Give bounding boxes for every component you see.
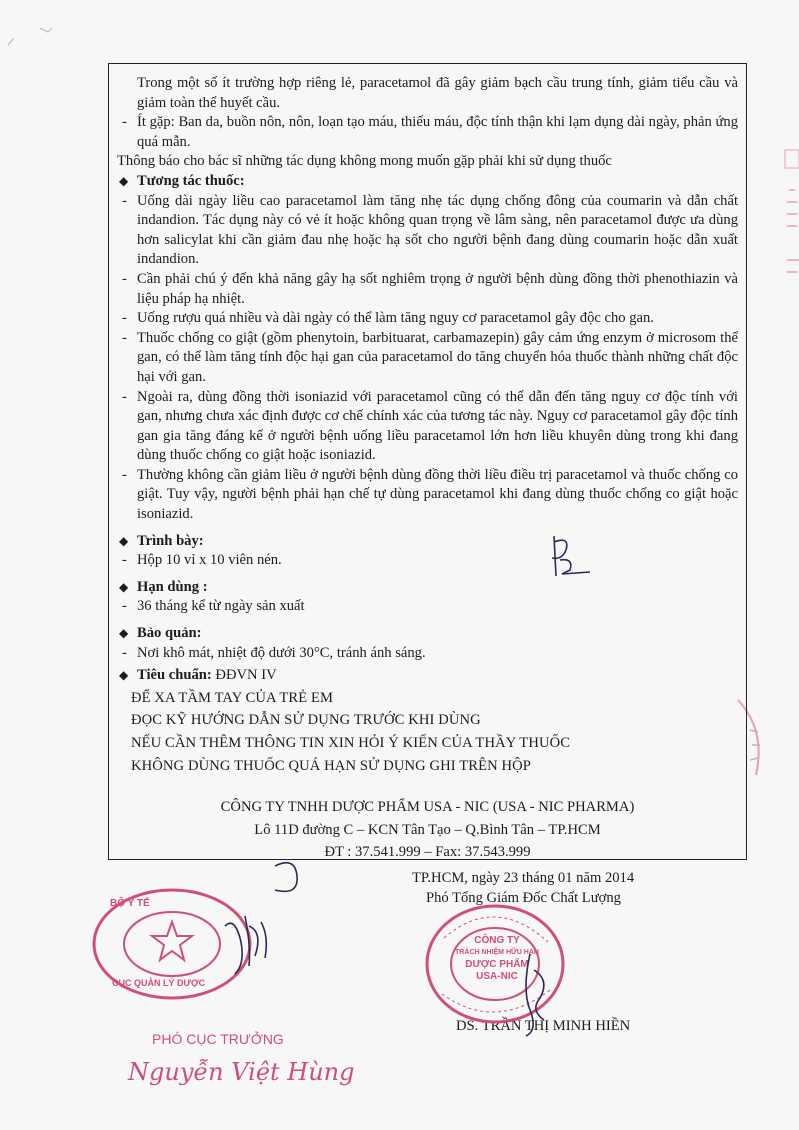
warning-line: ĐỂ XA TẦM TAY CỦA TRẺ EM <box>131 689 334 706</box>
shelf-life-text: 36 tháng kể từ ngày sản xuất <box>137 598 305 615</box>
storage-heading-text: Bảo quản: <box>137 625 202 642</box>
official-title: PHÓ CỤC TRƯỞNG <box>152 1031 284 1047</box>
warning-line: KHÔNG DÙNG THUỐC QUÁ HẠN SỬ DỤNG GHI TRÊN HỘP <box>131 757 531 774</box>
presentation-item: - Hộp 10 vỉ x 10 viên nén. <box>122 552 282 569</box>
standard-line <box>117 666 738 686</box>
storage-text: Nơi khô mát, nhiệt độ dưới 30°C, tránh ánh sáng. <box>137 644 426 661</box>
standard-heading-text: Tiêu chuẩn: <box>137 667 212 684</box>
storage-heading <box>117 624 738 644</box>
storage-item: - Nơi khô mát, nhiệt độ dưới 30°C, tránh ánh sáng. <box>122 644 426 661</box>
interactions-heading <box>117 172 738 192</box>
initial-mark <box>540 532 600 582</box>
interaction-text: Thuốc chống co giật (gồm phenytoin, barbituarat, carbamazepin) gây cảm ứng enzym ở microsom thể gan, có thể làm tăng tính độc hại gan của paracetamol do tăng chuyển hóa thuốc thành những chất độc hại với gan. <box>137 329 738 385</box>
signer-position: Phó Tổng Giám Đốc Chất Lượng <box>426 890 621 906</box>
diamond-bullet-icon: ◆ <box>119 579 129 594</box>
diamond-bullet-icon: ◆ <box>119 533 129 548</box>
signer-name: DS. TRẦN THỊ MINH HIỀN <box>456 1018 631 1034</box>
shelf-life-item: - 36 tháng kể từ ngày sản xuất <box>122 598 305 615</box>
official-name: Nguyễn Việt Hùng <box>128 1058 355 1086</box>
date-line: TP.HCM, ngày 23 tháng 01 năm 2014 <box>412 870 635 886</box>
standard-value: ĐĐVN IV <box>215 667 277 684</box>
presentation-text: Hộp 10 vỉ x 10 viên nén. <box>137 552 282 569</box>
company-stamp-line: TRÁCH NHIỆM HỮU HẠN <box>455 949 539 956</box>
warning-line: ĐỌC KỸ HƯỚNG DẪN SỬ DỤNG TRƯỚC KHI DÙNG <box>131 712 481 729</box>
interaction-text: Thường không cần giảm liều ở người bệnh dùng đồng thời liều điều trị paracetamol và thuốc chống co giật. Tuy vậy, người bệnh phải hạn chế tự dùng paracetamol khi đang dùng thuốc chống co giật hoặc isoniazid. <box>137 466 738 523</box>
company-phone: ĐT : 37.541.999 – Fax: 37.543.999 <box>324 844 531 861</box>
shelf-life-heading <box>117 578 738 598</box>
company-stamp-line: USA-NIC <box>476 971 518 982</box>
company-stamp-line: DƯỢC PHẨM <box>465 959 529 970</box>
interaction-item: - Ngoài ra, dùng đồng thời isoniazid với paracetamol cũng có thể dẫn đến tăng nguy cơ độc tính với gan, nhưng chưa xác định được cơ chế chính xác của tương tác này. Nguy cơ paracetamol gây độc tính gan gia tăng đáng kể ở người bệnh uống liều paracetamol lớn hơn liều khuyên dùng trong khi đang dùng thuốc chống co giật hoặc isoniazid. <box>122 388 738 464</box>
intro-paragraph: Trong một số ít trường hợp riêng lẻ, paracetamol đã gây giảm bạch cầu trung tính, giảm tiểu cầu và giảm toàn thể huyết cầu. <box>137 75 738 111</box>
interaction-item: - Cần phải chú ý đến khả năng gây hạ sốt nghiêm trọng ở người bệnh dùng đồng thời phenothiazin và liệu pháp hạ nhiệt. <box>122 270 738 307</box>
ministry-stamp-top-text: BỘ Y TẾ <box>110 898 150 909</box>
presentation-heading <box>117 532 738 552</box>
interaction-text: Cần phải chú ý đến khả năng gây hạ sốt nghiêm trọng ở người bệnh dùng đồng thời phenothiazin và liệu pháp hạ nhiệt. <box>137 270 738 307</box>
interaction-item: - Uống rượu quá nhiều và dài ngày có thể làm tăng nguy cơ paracetamol gây độc cho gan. <box>122 310 654 327</box>
company-name: CÔNG TY TNHH DƯỢC PHẨM USA - NIC (USA - NIC PHARMA) <box>220 799 635 816</box>
margin-stamp-fragments <box>769 140 799 304</box>
interaction-text: Uống dài ngày liều cao paracetamol làm tăng nhẹ tác dụng chống đông của coumarin và dẫn chất indandion. Tác dụng này có vẻ ít hoặc không quan trọng về lâm sàng, nên paracetamol được ưa dùng hơn salicylat khi cần giảm đau nhẹ hoặc hạ sốt cho người bệnh đang dùng coumarin hoặc dẫn xuất indandion. <box>137 192 738 268</box>
company-address: Lô 11D đường C – KCN Tân Tạo – Q.Bình Tân – TP.HCM <box>254 821 601 838</box>
interaction-text: Uống rượu quá nhiều và dài ngày có thể làm tăng nguy cơ paracetamol gây độc cho gan. <box>137 310 654 327</box>
diamond-bullet-icon: ◆ <box>119 668 129 683</box>
leaflet-content <box>117 74 738 863</box>
interaction-item: - Thường không cần giảm liều ở người bệnh dùng đồng thời liều điều trị paracetamol và thuốc chống co giật. Tuy vậy, người bệnh phải hạn chế tự dùng paracetamol khi đang dùng thuốc chống co giật hoặc isoniazid. <box>122 466 738 523</box>
rare-effects-text: Ít gặp: Ban da, buồn nôn, nôn, loạn tạo máu, thiếu máu, độc tính thận khi lạm dụng dài ngày, phản ứng quá mẫn. <box>137 114 738 150</box>
company-stamp-line: CÔNG TY <box>474 935 520 946</box>
diamond-bullet-icon: ◆ <box>119 626 129 641</box>
interactions-heading-text: Tương tác thuốc: <box>137 172 245 189</box>
margin-stamp-shape <box>769 140 799 300</box>
ministry-stamp-bottom-text: CỤC QUẢN LÝ DƯỢC <box>112 978 206 988</box>
shelf-life-heading-text: Hạn dùng : <box>137 578 208 595</box>
interaction-item: - Thuốc chống co giật (gồm phenytoin, barbituarat, carbamazepin) gây cảm ứng enzym ở microsom thể gan, có thể làm tăng tính độc hại gan của paracetamol do tăng chuyển hóa thuốc thành những chất độc hại với gan. <box>122 329 738 385</box>
notify-doctor-line: Thông báo cho bác sĩ những tác dụng không mong muốn gặp phải khi sử dụng thuốc <box>117 153 612 170</box>
signer-signature <box>500 950 570 1040</box>
official-signature <box>205 846 315 986</box>
presentation-heading-text: Trình bày: <box>137 532 204 549</box>
interaction-text: Ngoài ra, dùng đồng thời isoniazid với paracetamol cũng có thể dẫn đến tăng nguy cơ độc tính với gan, nhưng chưa xác định được cơ chế chính xác của tương tác này. Nguy cơ paracetamol gây độc tính gan gia tăng đáng kể ở người bệnh uống liều paracetamol lớn hơn liều khuyên dùng trong khi đang dùng thuốc chống co giật hoặc isoniazid. <box>137 388 738 464</box>
rare-effects-item: - Ít gặp: Ban da, buồn nôn, nôn, loạn tạo máu, thiếu máu, độc tính thận khi lạm dụng dài ngày, phản ứng quá mẫn. <box>122 114 738 150</box>
diamond-bullet-icon: ◆ <box>119 173 129 188</box>
interaction-item: - Uống dài ngày liều cao paracetamol làm tăng nhẹ tác dụng chống đông của coumarin và dẫn chất indandion. Tác dụng này có vẻ ít hoặc không quan trọng về lâm sàng, nên paracetamol được ưa dùng hơn salicylat khi cần giảm đau nhẹ hoặc hạ sốt cho người bệnh đang dùng coumarin hoặc dẫn xuất indandion. <box>122 192 738 268</box>
scan-corner-mark <box>0 0 60 60</box>
warning-line: NẾU CẦN THÊM THÔNG TIN XIN HỎI Ý KIẾN CỦA THẦY THUỐC <box>131 735 571 751</box>
